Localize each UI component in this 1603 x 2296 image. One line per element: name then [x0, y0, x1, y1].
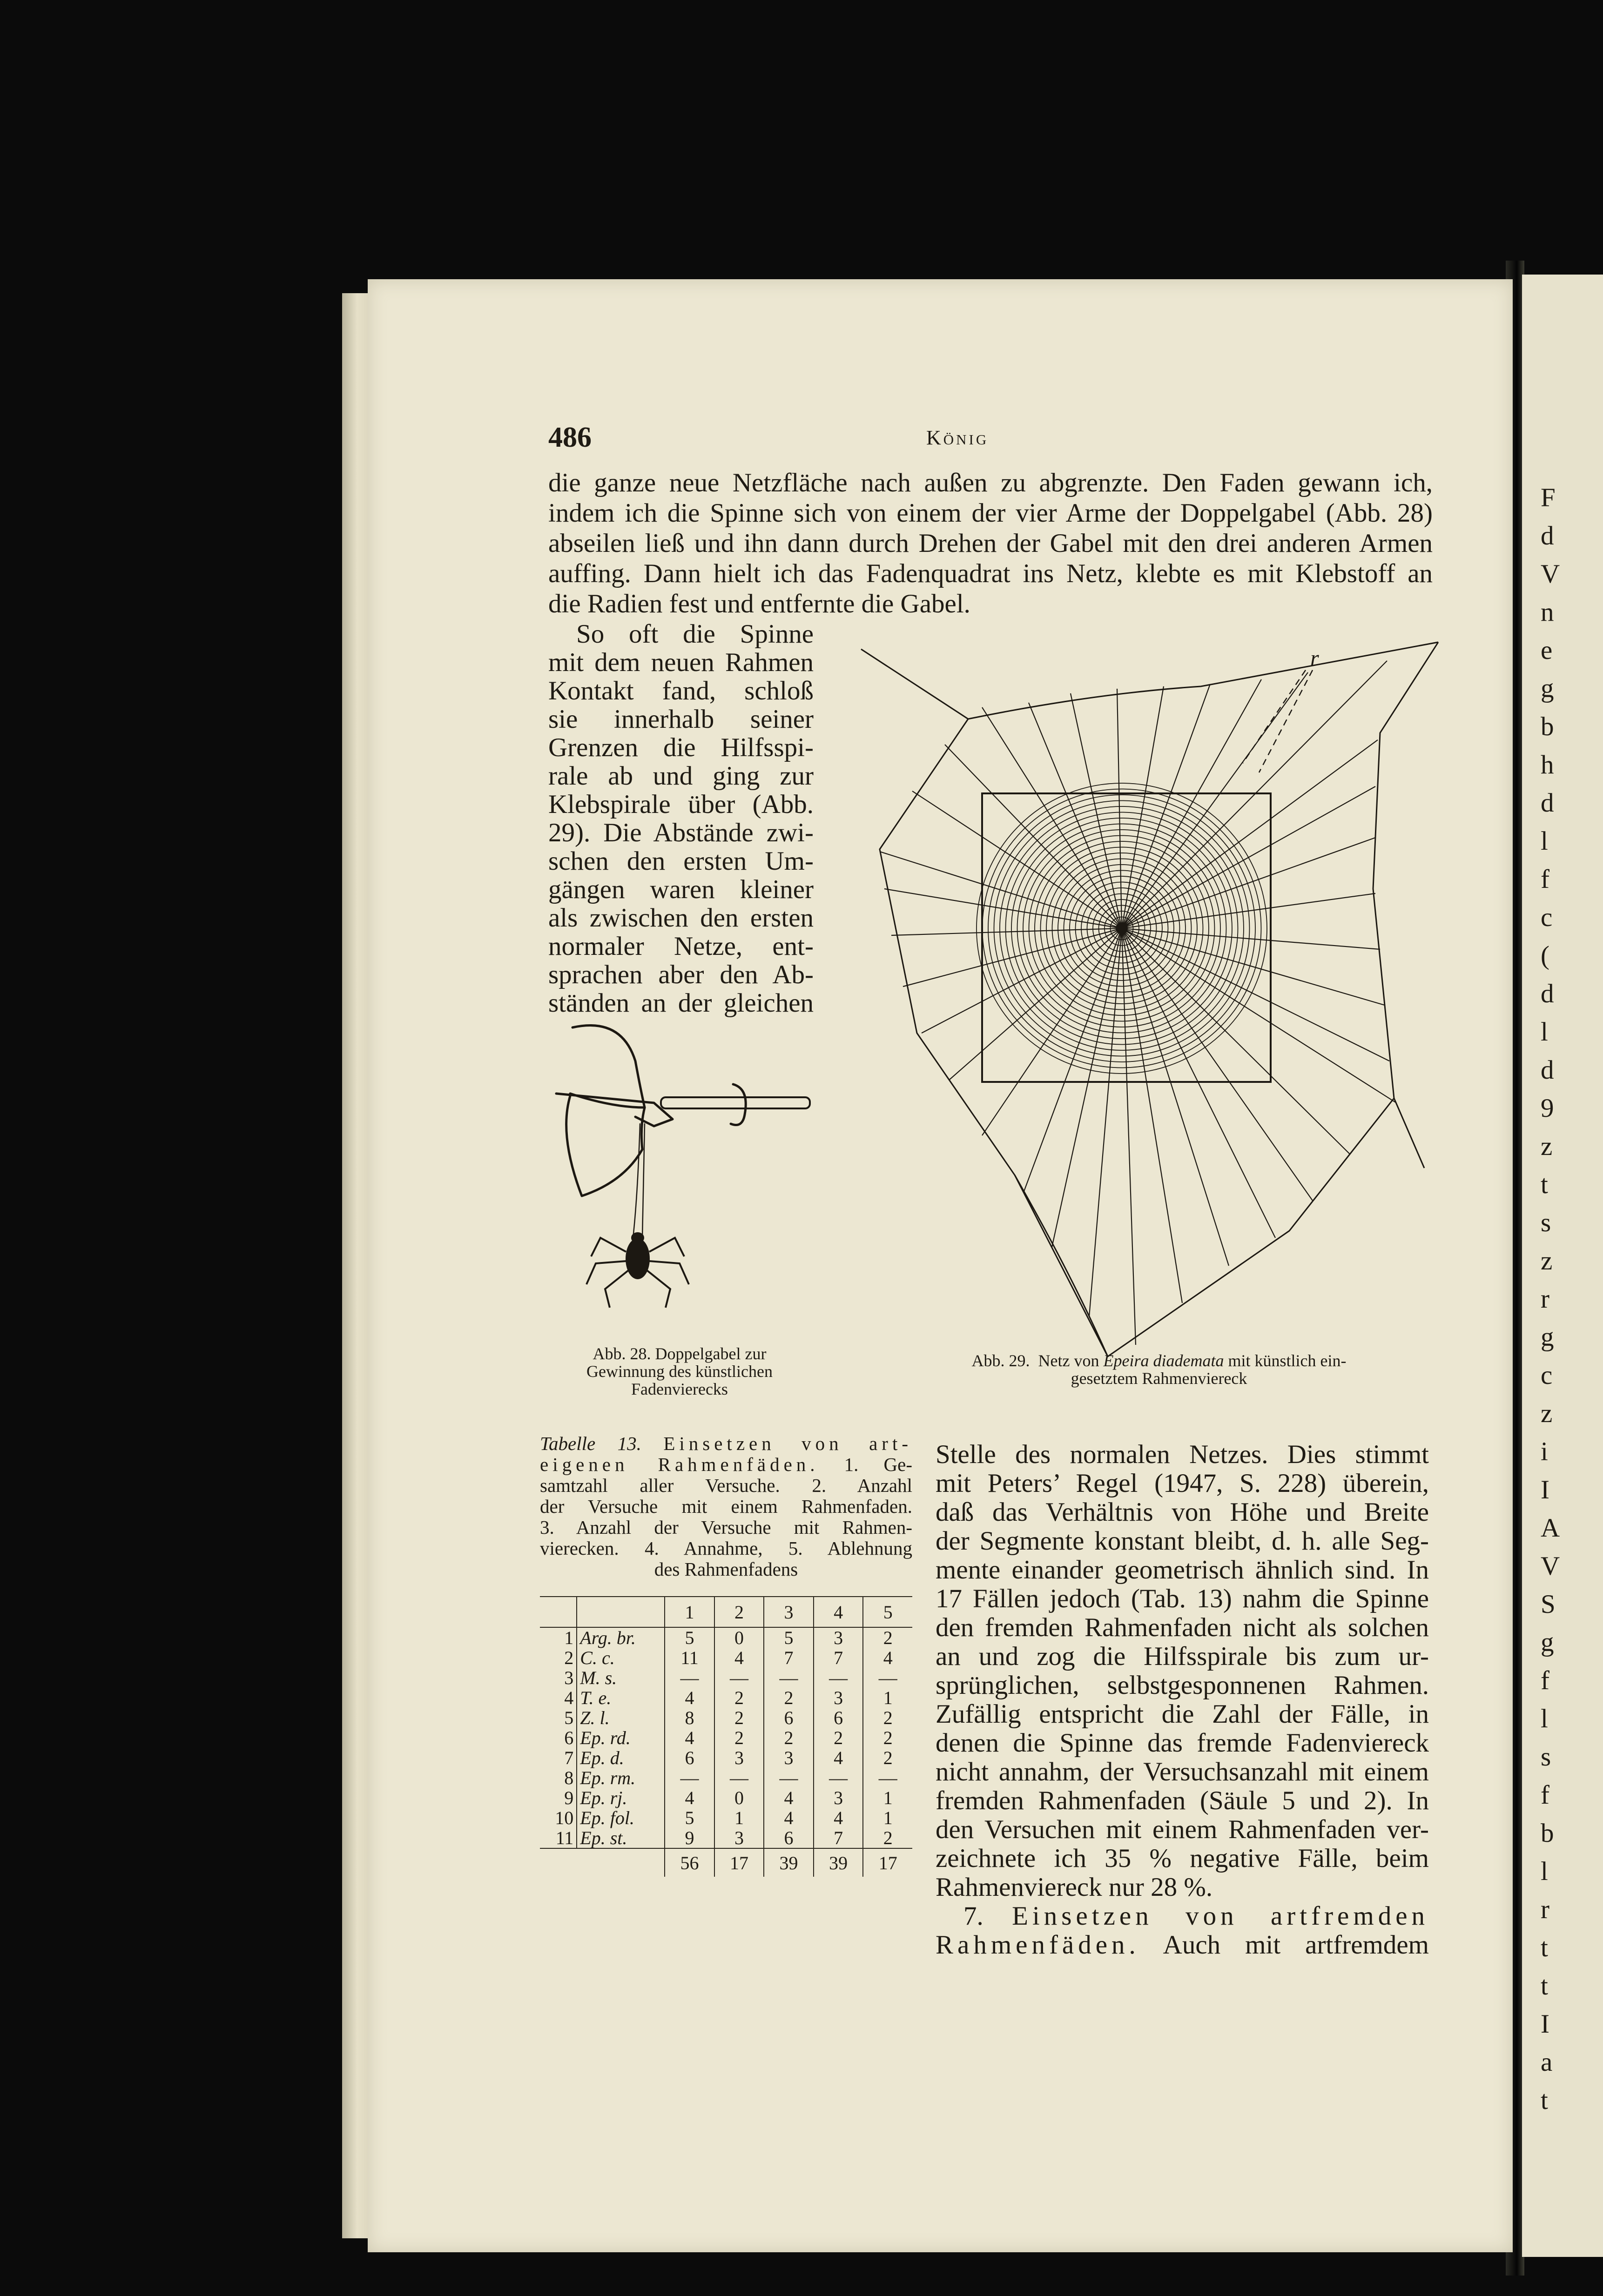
row-number-cell: 3 — [564, 1667, 574, 1688]
facing-page-fragment: g — [1541, 1628, 1554, 1657]
caption-line: der Versuche mit einem Rahmenfaden. — [540, 1496, 912, 1517]
caption-line: Abb. 28. Doppelgabel zur — [593, 1344, 767, 1363]
value-cell: 2 — [714, 1688, 764, 1708]
facing-page-fragment: d — [1541, 1055, 1554, 1085]
text-line: mit dem neuen Rahmen — [548, 648, 814, 677]
species-cell: Ep. st. — [577, 1828, 665, 1848]
table-13-body — [540, 1627, 912, 1848]
facing-page-fragment: S — [1541, 1590, 1556, 1619]
web-radius — [1117, 689, 1122, 928]
text-line: auffing. Dann hielt ich das Fadenquadrat ins Netz, klebte es mit Klebstoff an — [548, 559, 1433, 588]
value-cell: 5 — [665, 1808, 714, 1828]
value-cell: 2 — [764, 1688, 814, 1708]
text-line: Stelle des normalen Netzes. Dies stimmt — [936, 1440, 1429, 1469]
value-cell: 6 — [764, 1828, 814, 1848]
row-number-cell: 10 — [555, 1807, 574, 1828]
caption-line: Gewinnung des künstlichen — [586, 1362, 773, 1381]
row-number-cell: 1 — [564, 1627, 574, 1648]
facing-page-fragment: I — [1541, 2009, 1549, 2039]
table-title: Einsetzen von art- — [663, 1433, 912, 1454]
species-cell: Z. l. — [577, 1708, 665, 1728]
text-line: nicht annahm, der Versuchsanzahl mit einem — [936, 1757, 1429, 1786]
value-cell: 3 — [814, 1627, 863, 1648]
facing-page-fragment: F — [1541, 483, 1556, 512]
column-header: 1 — [665, 1597, 714, 1627]
text-line: sie innerhalb seiner — [548, 705, 814, 734]
web-radius — [1122, 684, 1210, 928]
text-line: 29). Die Abstände zwi- — [548, 818, 814, 847]
text-line: rale ab und ging zur — [548, 761, 814, 791]
value-cell: — — [814, 1668, 863, 1688]
frame-thread-r-marker — [1243, 670, 1313, 772]
running-head: König — [926, 426, 989, 449]
right-column-paragraph — [936, 1440, 1429, 1960]
facing-page-fragment: t — [1541, 1971, 1548, 2001]
facing-page-fragment: z — [1541, 1132, 1553, 1161]
row-number-cell: 7 — [564, 1747, 574, 1768]
spider-drawing — [586, 1232, 689, 1308]
value-cell: 7 — [764, 1648, 814, 1668]
figure-29-web-drawing — [828, 633, 1448, 1359]
facing-page-fragment: t — [1541, 1933, 1548, 1962]
table-row — [540, 1828, 912, 1848]
value-cell: 6 — [764, 1708, 814, 1728]
value-cell: 2 — [814, 1728, 863, 1748]
text-line: der Segmente konstant bleibt, d. h. alle Seg- — [936, 1526, 1429, 1556]
value-cell: 4 — [814, 1748, 863, 1768]
web-radius — [982, 707, 1122, 928]
table-totals-row — [540, 1848, 912, 1877]
spider-thread — [633, 1124, 645, 1238]
table-header-row — [540, 1597, 912, 1627]
text-line: Grenzen die Hilfsspi- — [548, 733, 814, 762]
value-cell: — — [764, 1768, 814, 1788]
value-cell: 2 — [863, 1627, 912, 1648]
caption-text: 1. Ge- — [844, 1454, 913, 1475]
section-title: Einsetzen von artfremden — [1012, 1901, 1429, 1931]
facing-page-fragment: V — [1541, 1551, 1560, 1581]
text-line: den fremden Rahmenfaden nicht als solchen — [936, 1613, 1429, 1642]
facing-page-fragment: f — [1541, 1780, 1549, 1810]
column-header: 5 — [863, 1597, 912, 1627]
facing-page-fragment: f — [1541, 1666, 1549, 1695]
web-hub-spider — [1116, 923, 1127, 934]
fork-handle — [661, 1097, 810, 1108]
value-cell: 3 — [814, 1788, 863, 1808]
value-cell: 2 — [764, 1728, 814, 1748]
species-cell: Ep. d. — [577, 1748, 665, 1768]
value-cell: 11 — [665, 1648, 714, 1668]
web-radii-group — [880, 661, 1396, 1345]
facing-page-fragment: t — [1541, 2086, 1548, 2115]
value-cell: 6 — [665, 1748, 714, 1768]
web-radius — [1122, 672, 1308, 928]
value-cell: 7 — [814, 1828, 863, 1848]
facing-page-fragment: 9 — [1541, 1094, 1554, 1123]
table-13-caption — [540, 1433, 912, 1580]
text-line: sprünglichen, selbstgesponnenen Rahmen. — [936, 1671, 1429, 1700]
table-row — [540, 1708, 912, 1728]
facing-page-fragment: f — [1541, 865, 1549, 894]
column-header: 2 — [714, 1597, 764, 1627]
text-line: die Radien fest und entfernte die Gabel. — [548, 589, 970, 618]
row-number-cell: 2 — [564, 1647, 574, 1668]
text-line: den Versuchen mit einem Rahmenfaden ver- — [936, 1815, 1429, 1844]
facing-page — [1522, 275, 1603, 2257]
figure-28-caption — [540, 1345, 819, 1398]
table-row — [540, 1648, 912, 1668]
value-cell: 2 — [714, 1708, 764, 1728]
value-cell: 4 — [714, 1648, 764, 1668]
facing-page-fragment: s — [1541, 1742, 1551, 1772]
text-line: an und zog die Hilfsspirale bis zum ur- — [936, 1642, 1429, 1671]
species-cell: Ep. rm. — [577, 1768, 665, 1788]
value-cell: 2 — [863, 1728, 912, 1748]
value-cell: 5 — [764, 1627, 814, 1648]
caption-line: vierecken. 4. Annahme, 5. Ablehnung — [540, 1537, 912, 1559]
value-cell: 3 — [714, 1748, 764, 1768]
table-row — [540, 1808, 912, 1828]
value-cell: 5 — [665, 1627, 714, 1648]
text-line: ständen an der gleichen — [548, 988, 814, 1018]
species-cell: T. e. — [577, 1688, 665, 1708]
facing-page-fragment: l — [1541, 1017, 1548, 1047]
total-cell: 39 — [764, 1848, 814, 1877]
figure-29-label-r: r — [1310, 646, 1319, 671]
facing-page-fragment: l — [1541, 1857, 1548, 1886]
table-row — [540, 1688, 912, 1708]
value-cell: 2 — [863, 1708, 912, 1728]
text-line: abseilen ließ und ihn dann durch Drehen der Gabel mit den drei anderen Armen — [548, 529, 1433, 558]
text-line: Kontakt fand, schloß — [548, 676, 814, 705]
text-line: denen die Spinne das fremde Fadenviereck — [936, 1728, 1429, 1758]
facing-page-fragment: c — [1541, 903, 1553, 932]
value-cell: — — [665, 1668, 714, 1688]
section-heading-continuation — [936, 1931, 1429, 1960]
caption-text: Netz von — [1038, 1351, 1099, 1370]
facing-page-fragment: d — [1541, 521, 1554, 551]
facing-page-fragment: z — [1541, 1399, 1553, 1428]
text-fragment: Auch mit artfremdem — [1163, 1930, 1429, 1960]
value-cell: 0 — [714, 1627, 764, 1648]
web-spiral-group — [977, 783, 1267, 1074]
value-cell: — — [764, 1668, 814, 1688]
value-cell: 8 — [665, 1708, 714, 1728]
text-line: sprachen aber den Ab- — [548, 960, 814, 989]
section-title: Rahmenfäden. — [936, 1930, 1140, 1960]
table-row — [540, 1788, 912, 1808]
facing-page-fragment: b — [1541, 1819, 1554, 1848]
value-cell: 4 — [764, 1788, 814, 1808]
caption-line: gesetztem Rahmenviereck — [1071, 1369, 1247, 1388]
total-cell: 39 — [814, 1848, 863, 1877]
text-line: Zufällig entspricht die Zahl der Fälle, in — [936, 1699, 1429, 1729]
facing-page-fragment: z — [1541, 1246, 1553, 1276]
text-line: schen den ersten Um- — [548, 846, 814, 876]
species-cell: Arg. br. — [577, 1627, 665, 1648]
facing-page-fragment: A — [1541, 1513, 1560, 1543]
value-cell: 7 — [814, 1648, 863, 1668]
value-cell: 1 — [863, 1808, 912, 1828]
species-cell: C. c. — [577, 1648, 665, 1668]
value-cell: — — [665, 1768, 714, 1788]
value-cell: 3 — [714, 1828, 764, 1848]
value-cell: — — [714, 1768, 764, 1788]
facing-page-fragment: ( — [1541, 941, 1549, 970]
web-radius — [1089, 928, 1122, 1317]
value-cell: 4 — [764, 1808, 814, 1828]
facing-page-fragment: d — [1541, 979, 1554, 1008]
text-line: So oft die Spinne — [576, 619, 814, 649]
figure-28-fork-drawing — [545, 1019, 824, 1336]
row-number-cell: 8 — [564, 1767, 574, 1788]
text-line: zeichnete ich 35 % negative Fälle, beim — [936, 1844, 1429, 1873]
caption-line: Fadenvierecks — [631, 1380, 728, 1398]
facing-page-fragment: r — [1541, 1284, 1549, 1314]
facing-page-fragment: s — [1541, 1208, 1551, 1237]
value-cell: 3 — [814, 1688, 863, 1708]
narrow-paragraph — [548, 620, 814, 1017]
value-cell: 0 — [714, 1788, 764, 1808]
facing-page-fragment: g — [1541, 674, 1554, 703]
facing-page-fragment: c — [1541, 1361, 1553, 1390]
value-cell: 4 — [814, 1808, 863, 1828]
facing-page-fragment: t — [1541, 1170, 1548, 1199]
table-title: eigenen Rahmenfäden. — [540, 1454, 819, 1475]
frame-thread-top — [861, 642, 1438, 719]
facing-page-fragment: V — [1541, 559, 1560, 589]
text-line: die ganze neue Netzfläche nach außen zu abgrenzte. Den Faden gewann ich, — [548, 468, 1433, 497]
frame-thread-right — [1373, 642, 1438, 1168]
facing-page-fragment: i — [1541, 1437, 1548, 1466]
row-number-cell: 9 — [564, 1787, 574, 1808]
facing-page-fragment: d — [1541, 788, 1554, 818]
value-cell: 2 — [863, 1748, 912, 1768]
fork-arm-lower — [566, 1096, 645, 1196]
value-cell: 3 — [764, 1748, 814, 1768]
caption-species: Epeira diademata — [1103, 1351, 1224, 1370]
species-cell: M. s. — [577, 1668, 665, 1688]
caption-label: Abb. 29. — [971, 1351, 1030, 1370]
text-line: Klebspirale über (Abb. — [548, 790, 814, 819]
frame-thread-left — [880, 719, 1108, 1356]
value-cell: 1 — [714, 1808, 764, 1828]
figure-29-caption — [880, 1352, 1438, 1387]
caption-text: mit künstlich ein- — [1228, 1351, 1347, 1370]
caption-line: des Rahmenfadens — [654, 1558, 798, 1580]
row-number-cell: 11 — [555, 1827, 574, 1848]
value-cell: 1 — [863, 1688, 912, 1708]
value-cell: 4 — [665, 1788, 714, 1808]
text-line: mit Peters’ Regel (1947, S. 228) überein, — [936, 1469, 1429, 1498]
total-cell: 17 — [863, 1848, 912, 1877]
page-number: 486 — [548, 422, 592, 453]
fork-handle-ring — [731, 1084, 746, 1125]
value-cell: 2 — [714, 1728, 764, 1748]
web-radius — [1122, 740, 1378, 928]
facing-page-fragment: l — [1541, 1704, 1548, 1733]
facing-page-fragment: e — [1541, 636, 1553, 665]
value-cell: 6 — [814, 1708, 863, 1728]
table-row — [540, 1768, 912, 1788]
facing-page-fragment: g — [1541, 1323, 1554, 1352]
caption-line: samtzahl aller Versuche. 2. Anzahl — [540, 1475, 912, 1496]
facing-page-fragment: a — [1541, 2048, 1553, 2077]
facing-page-fragment: n — [1541, 597, 1554, 627]
value-cell: 2 — [863, 1828, 912, 1848]
intro-paragraph — [548, 468, 1433, 619]
total-cell: 56 — [665, 1848, 714, 1877]
fork-joint — [556, 1094, 673, 1126]
web-radius — [1122, 679, 1261, 928]
web-radius — [1122, 928, 1350, 1154]
value-cell: 4 — [863, 1648, 912, 1668]
table-13 — [540, 1596, 912, 1877]
web-radius — [1071, 693, 1122, 928]
value-cell: — — [814, 1768, 863, 1788]
section-heading — [936, 1902, 1429, 1931]
value-cell: — — [714, 1668, 764, 1688]
facing-page-fragment: l — [1541, 826, 1548, 856]
species-cell: Ep. rj. — [577, 1788, 665, 1808]
value-cell: — — [863, 1768, 912, 1788]
column-header: 3 — [764, 1597, 814, 1627]
table-row — [540, 1748, 912, 1768]
total-cell: 17 — [714, 1848, 764, 1877]
species-cell: Ep. fol. — [577, 1808, 665, 1828]
text-line: fremden Rahmenfaden (Säule 5 und 2). In — [936, 1786, 1429, 1815]
text-line: als zwischen den ersten — [548, 903, 814, 933]
species-cell: Ep. rd. — [577, 1728, 665, 1748]
facing-page-fragment: r — [1541, 1895, 1549, 1924]
text-line: daß das Verhältnis von Höhe und Breite — [936, 1497, 1429, 1527]
row-number-cell: 4 — [564, 1687, 574, 1708]
caption-line: 3. Anzahl der Versuche mit Rahmen- — [540, 1517, 912, 1538]
facing-page-fragment: I — [1541, 1475, 1549, 1504]
value-cell: 4 — [665, 1688, 714, 1708]
value-cell: 9 — [665, 1828, 714, 1848]
text-line: Rahmenviereck nur 28 %. — [936, 1873, 1213, 1902]
frame-thread-bottom — [1015, 1098, 1394, 1356]
table-row — [540, 1668, 912, 1688]
text-line: gängen waren kleiner — [548, 875, 814, 904]
text-line: normaler Netze, ent- — [548, 932, 814, 961]
text-line: indem ich die Spinne sich von einem der vier Arme der Doppelgabel (Abb. 28) — [548, 498, 1433, 528]
facing-page-fragment: b — [1541, 712, 1554, 741]
row-number-cell: 6 — [564, 1727, 574, 1748]
column-header: 4 — [814, 1597, 863, 1627]
table-label: Tabelle 13. — [540, 1433, 641, 1454]
table-row — [540, 1728, 912, 1748]
value-cell: 1 — [863, 1788, 912, 1808]
text-line: mente einander geometrisch ähnlich sind. In — [936, 1555, 1429, 1584]
table-row — [540, 1627, 912, 1648]
section-number: 7. — [963, 1901, 983, 1931]
facing-page-fragment: h — [1541, 750, 1554, 779]
row-number-cell: 5 — [564, 1707, 574, 1728]
text-line: 17 Fällen jedoch (Tab. 13) nahm die Spinne — [936, 1584, 1429, 1613]
value-cell: — — [863, 1668, 912, 1688]
value-cell: 4 — [665, 1728, 714, 1748]
